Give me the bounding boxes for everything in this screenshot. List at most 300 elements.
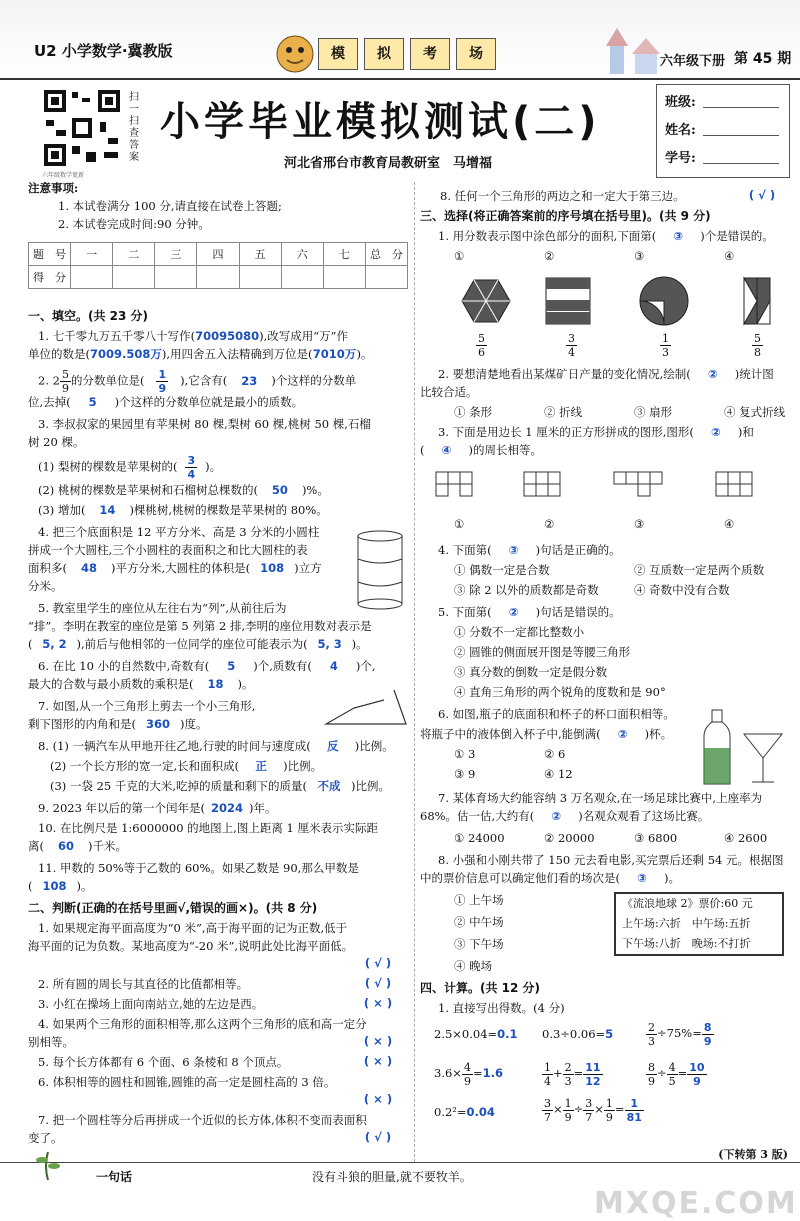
answer[interactable] xyxy=(156,368,168,395)
denominator: 3 xyxy=(662,346,669,359)
text: )千米。 xyxy=(88,839,127,853)
text: )度。 xyxy=(180,717,208,731)
expression: 0.3÷0.06= xyxy=(542,1027,606,1041)
answer[interactable]: 5 xyxy=(605,1027,614,1041)
answer[interactable]: ② xyxy=(617,727,628,741)
rectangle-triangles-shape xyxy=(744,278,770,324)
table-row xyxy=(29,266,408,289)
denominator: 9 xyxy=(605,1110,613,1124)
calc-item xyxy=(542,1026,613,1043)
left-column xyxy=(28,180,408,1170)
operator: ÷ xyxy=(657,1066,667,1080)
choice-5-option[interactable]: ③ 真分数的倒数一定是假分数 xyxy=(454,665,608,679)
question-4-cont xyxy=(28,560,322,577)
judge-answer[interactable]: ( × ) xyxy=(363,996,393,1010)
answer[interactable]: 14 xyxy=(99,503,116,517)
answer[interactable]: 18 xyxy=(207,677,224,691)
question-9 xyxy=(38,800,277,817)
text: )杯。 xyxy=(644,727,673,741)
numerator: 4 xyxy=(668,1060,676,1074)
choice-6-options xyxy=(454,746,634,763)
option[interactable]: ④ 12 xyxy=(544,767,573,781)
text: )。 xyxy=(351,637,368,651)
student-id-label: 学号: xyxy=(665,151,696,166)
choice-4 xyxy=(438,542,621,559)
plant-decoration-icon xyxy=(28,1146,68,1182)
text: )和 xyxy=(737,425,754,439)
answer[interactable]: ③ xyxy=(508,543,519,557)
answer[interactable]: ② xyxy=(508,605,519,619)
answer[interactable]: 4 xyxy=(329,659,338,673)
score-input[interactable] xyxy=(365,266,407,289)
text: 6. 在比 10 小的自然数中,奇数有( xyxy=(38,659,210,673)
answer[interactable]: 108 xyxy=(260,561,285,575)
option-label: ④ xyxy=(724,249,735,263)
calc-item xyxy=(646,1018,714,1048)
answer[interactable]: 正 xyxy=(255,759,267,773)
text: )句话是正确的。 xyxy=(535,543,621,557)
judge-answer[interactable]: ( √ ) xyxy=(364,1130,392,1144)
judge-answer[interactable]: ( √ ) xyxy=(364,976,392,990)
judge-answer[interactable]: ( × ) xyxy=(363,1054,393,1068)
section-2-heading: 二、判断(正确的在括号里画√,错误的画×)。(共 8 分) xyxy=(28,901,318,915)
answer[interactable]: 5 xyxy=(88,395,97,409)
numerator: 1 xyxy=(625,1097,644,1111)
answer[interactable]: ④ xyxy=(441,443,452,457)
table-cell: 一 xyxy=(71,243,113,266)
answer[interactable]: ② xyxy=(551,809,562,823)
option-label: ④ xyxy=(724,517,735,531)
text: 面积多( xyxy=(28,561,67,575)
judge-1: 1. 如果规定海平面高度为“0 米”,高于海平面的记为正数,低于 xyxy=(38,921,348,935)
calc-item: $\frac{1}{4}$ + $\frac{2}{3}$ = $\frac{11}{12}$ xyxy=(544,1060,601,1088)
square-shapes-figure xyxy=(434,468,792,508)
denominator: 3 xyxy=(648,1034,655,1048)
score-input[interactable] xyxy=(155,266,197,289)
judge-8: 8. 任何一个三角形的两边之和一定大于第三边。 xyxy=(440,189,685,203)
judge-7: 7. 把一个圆柱等分后再拼成一个近似的长方体,体积不变而表面积 xyxy=(38,1113,367,1127)
answer[interactable]: 50 xyxy=(271,483,288,497)
choice-7: 7. 某体育场大约能容纳 3 万名观众,在一场足球比赛中,上座率为 xyxy=(438,791,763,805)
fraction-label xyxy=(660,332,671,359)
operator: × xyxy=(594,1102,604,1116)
option-label: ① xyxy=(454,249,465,263)
option[interactable]: ② 6 xyxy=(544,747,566,761)
text: )立方 xyxy=(294,561,322,575)
answer[interactable]: 5, 3 xyxy=(317,637,342,651)
numerator: 3 xyxy=(187,454,196,467)
ticket-line: 《流浪地球 2》票价:60 元 xyxy=(622,897,753,910)
choice-3-cont xyxy=(420,442,542,459)
option[interactable]: ③ 9 xyxy=(454,767,476,781)
ticket-price-box xyxy=(614,892,784,956)
question-6 xyxy=(38,658,376,675)
choice-2-options xyxy=(454,404,800,421)
text: 2. 2 xyxy=(38,373,60,388)
text: 9. 2023 年以后的第一个闰年是( xyxy=(38,801,206,815)
choice-8-option[interactable]: ③ 下午场 xyxy=(454,937,504,951)
issue-number: 第 45 期 xyxy=(734,51,792,67)
table-row xyxy=(29,243,408,266)
text: 将瓶子中的液体倒入杯子中,能倒满( xyxy=(420,727,601,741)
text: 1. 七千零九万五千零八十写作( xyxy=(38,329,196,343)
judge-answer[interactable]: ( √ ) xyxy=(748,188,776,202)
numerator: 3 xyxy=(568,332,575,345)
table-cell: 七 xyxy=(323,243,365,266)
text: )。 xyxy=(76,879,93,893)
answer[interactable]: 7010万 xyxy=(312,347,357,361)
text: )个, xyxy=(355,659,376,673)
answer[interactable]: ② xyxy=(711,425,721,439)
text: )个这样的分数单 xyxy=(271,373,357,388)
answer[interactable]: 1.6 xyxy=(482,1066,503,1080)
question-3-2 xyxy=(38,482,329,499)
question-4: 4. 把三个底面积是 12 平方分米、高是 3 分米的小圆柱 xyxy=(38,525,320,539)
denominator: 9 xyxy=(463,1074,471,1088)
question-8-1 xyxy=(38,738,394,755)
text: )名观众观看了这场比赛。 xyxy=(578,809,710,823)
question-1-cont xyxy=(28,346,373,363)
calc-item xyxy=(434,1058,503,1088)
choice-4-option[interactable]: ③ 除 2 以外的质数都是奇数 xyxy=(454,583,599,597)
calc-item xyxy=(434,1026,518,1043)
answer[interactable]: 2024 xyxy=(211,801,244,815)
text: 1. 用分数表示图中涂色部分的面积,下面第( xyxy=(438,229,657,243)
option[interactable]: ① 3 xyxy=(454,747,476,761)
mark: √ xyxy=(374,1130,382,1144)
score-input[interactable] xyxy=(281,266,323,289)
choice-3 xyxy=(438,424,754,441)
mark: √ xyxy=(758,188,766,202)
question-6-cont xyxy=(28,676,254,693)
bottle-and-cup-figure xyxy=(702,708,792,788)
option[interactable]: ① 条形 xyxy=(454,405,493,419)
table-cell: 三 xyxy=(155,243,197,266)
qr-char: 一 xyxy=(129,104,139,115)
text: )比例。 xyxy=(351,779,391,793)
question-4-cont: 拼成一个大圆柱,三个小圆柱的表面积之和比大圆柱的表 xyxy=(28,543,308,557)
hexagon-shape xyxy=(462,280,510,322)
shape-3 xyxy=(614,472,662,496)
ticket-line: 上午场:六折 中午场:五折 xyxy=(622,917,751,930)
choice-4-option[interactable]: ④ 奇数中没有合数 xyxy=(634,583,730,597)
answer[interactable]: 360 xyxy=(145,717,170,731)
option-label: ① xyxy=(454,517,465,531)
judge-4-cont: 别相等。 xyxy=(28,1035,74,1049)
denominator: 5 xyxy=(668,1074,676,1088)
answer[interactable]: 23 xyxy=(241,373,258,388)
answer[interactable]: ③ xyxy=(673,229,684,243)
shape-1 xyxy=(436,472,472,496)
text: (2) 桃树的棵数是苹果树和石榴树总棵数的( xyxy=(38,483,258,497)
question-5-cont xyxy=(28,636,368,653)
question-2-cont xyxy=(28,394,303,411)
student-info-box xyxy=(656,84,790,178)
option[interactable]: ④ 复式折线 xyxy=(724,405,786,419)
choice-4-option[interactable]: ① 偶数一定是合数 xyxy=(454,563,550,577)
answer[interactable]: 108 xyxy=(42,879,67,893)
table-cell: 六 xyxy=(281,243,323,266)
name-field[interactable] xyxy=(703,135,779,136)
question-8-3 xyxy=(50,778,390,795)
judge-answer[interactable]: ( √ ) xyxy=(364,956,392,970)
student-id-field[interactable] xyxy=(703,163,779,164)
text: ),改写成用“万”作 xyxy=(259,329,349,343)
numerator: 3 xyxy=(585,1096,593,1110)
question-3-1 xyxy=(38,454,221,481)
numerator: 1 xyxy=(158,368,167,381)
denominator: 12 xyxy=(585,1074,601,1088)
denominator: 4 xyxy=(187,468,196,481)
denominator: 4 xyxy=(568,346,575,359)
answer[interactable]: ② xyxy=(707,367,718,381)
fraction-label xyxy=(476,332,487,359)
numerator: 8 xyxy=(703,1020,712,1034)
page-header xyxy=(0,0,800,80)
text: ( xyxy=(28,879,33,893)
fraction-label xyxy=(752,332,763,359)
option-label: ③ xyxy=(634,249,645,263)
text: 最大的合数与最小质数的乘积是( xyxy=(28,677,194,691)
calc-item: $\frac{3}{7}$ × $\frac{1}{9}$ ÷ $\frac{3}{7}$ × $\frac{1}{9}$ = $\frac{1}{81}$ xyxy=(544,1096,642,1124)
text: 3. 下面是用边长 1 厘米的正方形拼成的图形,图形( xyxy=(438,425,694,439)
choice-8-option[interactable]: ④ 晚场 xyxy=(454,959,493,973)
text: )。 xyxy=(356,347,373,361)
text: )。 xyxy=(205,459,222,474)
table-cell: 二 xyxy=(113,243,155,266)
numerator: 5 xyxy=(754,332,761,345)
question-7-cont xyxy=(28,716,208,733)
triangle-figure-icon xyxy=(324,688,408,728)
table-cell: 五 xyxy=(239,243,281,266)
text: )。 xyxy=(237,677,254,691)
mark: √ xyxy=(374,976,382,990)
section-4-heading: 四、计算。(共 12 分) xyxy=(420,981,541,995)
judge-1-cont: 海平面的记为负数。某地高度为“-20 米”,说明此处比海平面低。 xyxy=(28,939,354,953)
text: ),前后与他相邻的一位同学的座位可能表示为( xyxy=(76,637,308,651)
text: ( xyxy=(420,443,425,457)
option-label: ② xyxy=(544,249,555,263)
choice-2 xyxy=(438,366,774,383)
answer[interactable]: 48 xyxy=(80,561,97,575)
choice-8-option[interactable]: ① 上午场 xyxy=(454,893,504,907)
text: )句话是错误的。 xyxy=(535,605,621,619)
calc-item xyxy=(434,1104,495,1121)
question-4-cont: 分米。 xyxy=(28,579,63,593)
score-input[interactable] xyxy=(71,266,113,289)
tag-char: 拟 xyxy=(364,38,404,70)
notes-heading: 注意事项: xyxy=(28,181,79,195)
choice-5-option[interactable]: ① 分数不一定都比整数小 xyxy=(454,625,585,639)
question-5-cont: “排”。李明在教室的座位是第 5 列第 2 排,李明的座位用数对表示是 xyxy=(28,619,372,633)
expression: 0.2²= xyxy=(434,1105,467,1119)
denominator: 9 xyxy=(564,1110,572,1124)
judge-2: 2. 所有圆的周长与其直径的比值都相等。 xyxy=(38,977,249,991)
circle-shape xyxy=(640,277,688,325)
table-cell: 题 号 xyxy=(29,243,71,266)
table-cell: 得 分 xyxy=(29,266,71,289)
numerator: 1 xyxy=(564,1096,572,1110)
question-3-3 xyxy=(38,502,328,519)
question-10-cont xyxy=(28,838,127,855)
answer[interactable]: 0.04 xyxy=(466,1105,495,1119)
text: 的分数单位是( xyxy=(70,373,145,388)
text: )的周长相等。 xyxy=(468,443,542,457)
calc-heading: 1. 直接写出得数。(4 分) xyxy=(438,1001,565,1015)
question-2 xyxy=(38,368,356,395)
footer-divider xyxy=(0,1162,800,1163)
denominator: 81 xyxy=(626,1110,642,1124)
answer[interactable] xyxy=(687,1061,706,1088)
answer[interactable]: 5 xyxy=(227,659,236,673)
table-cell: 总 分 xyxy=(365,243,407,266)
section-tag xyxy=(318,38,506,72)
choice-6: 6. 如图,瓶子的底面积和杯子的杯口面积相等。 xyxy=(438,707,675,721)
text: )个这样的分数单位就是最小的质数。 xyxy=(114,395,304,409)
qr-small-text: 六年级数学更新 xyxy=(42,172,85,179)
denominator: 9 xyxy=(648,1074,655,1088)
option-label: ③ xyxy=(634,517,645,531)
question-5: 5. 教室里学生的座位从左往右为“列”,从前往后为 xyxy=(38,601,287,615)
section-3-heading: 三、选择(将正确答案前的序号填在括号里)。(共 9 分) xyxy=(420,209,711,223)
fraction-shapes-figure xyxy=(450,268,790,334)
qr-code-icon[interactable] xyxy=(42,88,122,168)
option-label: ② xyxy=(544,517,555,531)
choice-6-cont xyxy=(420,726,672,743)
option[interactable]: ② 20000 xyxy=(544,831,595,845)
expression: = xyxy=(472,1066,483,1080)
numerator: 2 xyxy=(648,1020,655,1034)
tag-char: 场 xyxy=(456,38,496,70)
tag-char: 考 xyxy=(410,38,450,70)
text: ),它含有( xyxy=(180,373,228,388)
answer[interactable]: 5, 2 xyxy=(42,637,67,651)
answer[interactable]: 不成 xyxy=(317,779,341,793)
question-3-cont: 树 20 棵。 xyxy=(28,435,85,449)
numerator: 10 xyxy=(689,1060,705,1074)
text: 位,去掉( xyxy=(28,395,71,409)
answer[interactable]: 70095080 xyxy=(195,329,260,343)
choice-5-option[interactable]: ④ 直角三角形的两个锐角的度数和是 90° xyxy=(454,685,666,699)
judge-answer[interactable]: ( × ) xyxy=(363,1034,393,1048)
choice-3-labels xyxy=(454,516,800,533)
judge-answer[interactable]: ( × ) xyxy=(363,1092,393,1106)
option[interactable]: ② 折线 xyxy=(544,405,583,419)
numerator: 1 xyxy=(662,332,669,345)
text: (3) 增加( xyxy=(38,503,86,517)
edition-label: U2 小学数学·冀教版 xyxy=(34,42,173,60)
text: )。 xyxy=(664,871,680,885)
option[interactable]: ③ 扇形 xyxy=(634,405,673,419)
answer[interactable]: ③ xyxy=(637,871,647,885)
numerator: 8 xyxy=(648,1060,655,1074)
operator: ÷ xyxy=(573,1102,584,1116)
right-column xyxy=(420,180,792,1170)
choice-7-cont xyxy=(420,808,709,825)
qr-char: 答 xyxy=(129,140,139,151)
text: ( xyxy=(28,637,33,651)
option[interactable]: ④ 2600 xyxy=(724,831,768,845)
class-field[interactable] xyxy=(703,107,779,108)
question-11: 11. 甲数的 50%等于乙数的 60%。如果乙数是 90,那么甲数是 xyxy=(38,861,359,875)
ticket-line: 下午场:八折 晚场:不打折 xyxy=(622,937,751,950)
text: 8. (1) 一辆汽车从甲地开往乙地,行驶的时间与速度成( xyxy=(38,739,311,753)
numerator: 1 xyxy=(605,1096,613,1110)
option[interactable]: ① 24000 xyxy=(454,831,505,845)
section-1-heading: 一、填空。(共 23 分) xyxy=(28,309,149,323)
text: )比例。 xyxy=(354,739,394,753)
score-input[interactable] xyxy=(113,266,155,289)
qr-char: 查 xyxy=(129,128,139,139)
choice-5-option[interactable]: ② 圆锥的侧面展开图是等腰三角形 xyxy=(454,645,631,659)
choice-4-option[interactable]: ② 互质数一定是两个质数 xyxy=(634,563,765,577)
text: (3) 一袋 25 千克的大米,吃掉的质量和剩下的质量( xyxy=(50,779,308,793)
score-input[interactable] xyxy=(197,266,239,289)
answer[interactable] xyxy=(583,1061,602,1088)
column-divider xyxy=(414,182,415,1162)
answer[interactable]: 7009.508万 xyxy=(90,347,162,361)
judge-6: 6. 体积相等的圆柱和圆锥,圆锥的高一定是圆柱高的 3 倍。 xyxy=(38,1075,336,1089)
choice-8: 8. 小强和小刚共带了 150 元去看电影,买完票后还剩 54 元。根据图 xyxy=(438,853,784,867)
text: (1) 梨树的棵数是苹果树的( xyxy=(38,459,178,474)
text: )个是错误的。 xyxy=(700,229,774,243)
score-table xyxy=(28,242,408,289)
text: )统计图 xyxy=(734,367,774,381)
answer[interactable]: 反 xyxy=(326,739,339,753)
text: (2) 一个长方形的宽一定,长和面积成( xyxy=(50,759,240,773)
choice-8-cont xyxy=(420,870,680,887)
numerator: 5 xyxy=(61,368,69,381)
question-1 xyxy=(38,328,348,345)
text: 5. 下面第( xyxy=(438,605,492,619)
denominator: 9 xyxy=(158,382,167,395)
score-input[interactable] xyxy=(239,266,281,289)
denominator: 9 xyxy=(693,1074,701,1088)
answer[interactable]: 0.1 xyxy=(497,1027,518,1041)
operator: × xyxy=(553,1102,563,1116)
expression: ÷75%= xyxy=(657,1026,702,1040)
watermark: MXQE.COM xyxy=(594,1186,798,1221)
choice-6-options xyxy=(454,766,634,783)
cylinders-figure-icon xyxy=(354,530,406,612)
answer[interactable] xyxy=(625,1097,644,1124)
score-input[interactable] xyxy=(323,266,365,289)
text: ),用四舍五入法精确到万位是( xyxy=(161,347,313,361)
answer[interactable]: 60 xyxy=(57,839,74,853)
mark: √ xyxy=(374,956,382,970)
qr-caption xyxy=(127,92,141,164)
choice-8-option[interactable]: ② 中午场 xyxy=(454,915,504,929)
answer[interactable] xyxy=(702,1021,714,1048)
qr-char: 扫 xyxy=(129,116,139,127)
text: 2. 要想清楚地看出某煤矿日产量的变化情况,绘制( xyxy=(438,367,691,381)
footer-label: 一句话 xyxy=(96,1170,133,1184)
denominator: 7 xyxy=(544,1110,551,1124)
continue-note: (下转第 3 版) xyxy=(718,1148,788,1161)
name-label: 姓名: xyxy=(665,123,696,138)
answer[interactable] xyxy=(185,454,197,481)
expression: 3.6× xyxy=(434,1066,462,1080)
mark: × xyxy=(373,1092,383,1106)
mark: × xyxy=(373,1034,383,1048)
mark: × xyxy=(373,996,383,1010)
numerator: 11 xyxy=(585,1060,601,1074)
operator: + xyxy=(553,1066,563,1080)
choice-2-cont: 比较合适。 xyxy=(420,385,478,399)
option[interactable]: ③ 6800 xyxy=(634,831,678,845)
choice-1 xyxy=(438,228,774,245)
note-line: 2. 本试卷完成时间:90 分钟。 xyxy=(58,217,210,231)
